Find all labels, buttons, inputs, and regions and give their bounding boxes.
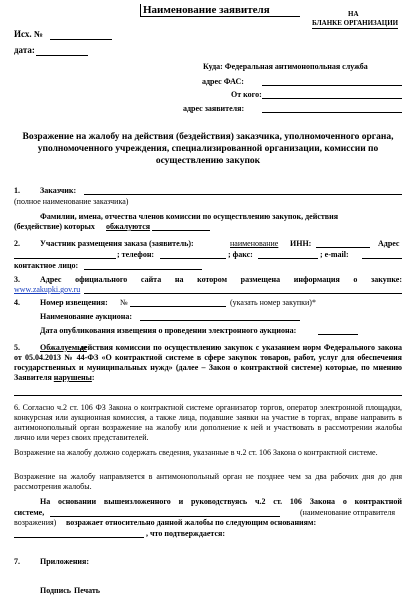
basis-c2: возражает относительно данной жалобы по следующим основаниям: — [66, 518, 317, 527]
applicant-address-label: адрес заявителя: — [183, 104, 245, 113]
s3-number: 3. — [14, 275, 20, 284]
customer-line[interactable] — [84, 194, 402, 195]
s1-number: 1. — [14, 186, 20, 195]
zakupki-link[interactable]: www.zakupki.gov.ru — [14, 285, 81, 294]
from-label: От кого: — [231, 90, 262, 99]
date-label: дата: — [14, 45, 35, 55]
phone-line[interactable] — [160, 258, 226, 259]
sender-line[interactable] — [50, 516, 280, 517]
out-no-label: Исх. № — [14, 29, 43, 39]
document-title: Возражение на жалобу на действия (бездействия) заказчика, уполномоченного органа, уполномоченного учреждения, специализированной организации, комиссии по осуществлению закупок — [22, 132, 394, 166]
basis-c1: возражения) — [14, 518, 57, 527]
blank-note-1: НА — [348, 10, 359, 18]
s3-text: Адрес официального сайта на котором размещена информация о закупке: — [40, 275, 402, 284]
s2-label: Участник размещения заказа (заявитель): — [40, 239, 194, 248]
recipient-to: Куда: Федеральная антимонопольная служба — [203, 62, 368, 71]
out-no-line[interactable] — [50, 39, 112, 40]
s2-name: наименование — [230, 239, 279, 248]
auction-line[interactable] — [140, 320, 300, 321]
fas-address-line[interactable] — [262, 85, 402, 86]
basis-b1: системе, — [14, 508, 45, 517]
s5-line[interactable] — [14, 395, 402, 396]
s5-number: 5. — [14, 343, 20, 352]
address-line[interactable] — [14, 258, 116, 259]
p3-text: Возражение на жалобу направляется в антимонопольный орган не позднее чем за два рабочих дня до дня рассмотрения жалобы. — [14, 472, 402, 491]
stamp-label: Печать — [74, 586, 101, 595]
fax-line[interactable] — [258, 258, 318, 259]
applicant-name-line — [140, 16, 300, 17]
s4-hint: (указать номер закупки)* — [230, 298, 316, 307]
applicant-name: Наименование заявителя — [140, 4, 270, 17]
site-line[interactable] — [84, 293, 402, 294]
s2-fax: ; факс: — [228, 250, 253, 259]
s4-label: Номер извещения: — [40, 298, 108, 307]
s2-phone: ; телефон: — [117, 250, 155, 259]
s4-date: Дата опубликования извещения о проведении электронного аукциона: — [40, 326, 297, 335]
s1-note: (полное наименование заказчика) — [14, 197, 129, 206]
blank-note-2: БЛАНКЕ ОРГАНИЗАЦИИ — [312, 19, 399, 27]
email-line[interactable] — [362, 258, 402, 259]
members-line[interactable] — [152, 230, 210, 231]
s4-number: 4. — [14, 298, 20, 307]
s1-members-b: (бездействие) которых — [14, 222, 95, 231]
date-line[interactable] — [36, 55, 88, 56]
s6-text: 6. Согласно ч.2 ст. 106 ФЗ Закона о контрактной системе организатор торгов, оператор электронной площадки, конкурсная или аукционная комиссия, а также лица, подавшие заявки на участие в торгах, вправе направить в антимонопольный орган возражение на жалобу или дополнение к ней и участвовать в рассмотрении жалобы лично или через своих представителей. — [14, 403, 402, 442]
fas-address-label: адрес ФАС: — [202, 77, 244, 86]
s2-inn: ИНН: — [290, 239, 312, 248]
from-line[interactable] — [262, 98, 402, 99]
s1-label: Заказчик: — [40, 186, 77, 195]
s1-members-a: Фамилии, имена, отчества членов комиссии по осуществлению закупок, действия — [40, 212, 339, 221]
s7-number: 7. — [14, 557, 20, 566]
s2-address: Адрес — [378, 239, 400, 248]
s1-members-c: обжалуются — [106, 222, 151, 231]
s2-number: 2. — [14, 239, 20, 248]
applicant-address-line[interactable] — [262, 112, 402, 113]
notice-number-line[interactable] — [130, 306, 226, 307]
s7-label: Приложения: — [40, 557, 90, 566]
basis-b2: (наименование отправителя — [300, 508, 396, 517]
s5-text: действия комиссии по осуществлению закупок с указанием норм Федерального закона от 05.04.2013 № 44-ФЗ «О контрактной системе в сфере закупок товаров, работ, услуг для обеспечения государственных и муниципальных нужд» (далее – Закон о контрактной системе) которые, по мнению Заявителя нарушены: — [14, 343, 402, 382]
basis-line[interactable] — [14, 537, 144, 538]
p2-text: Возражение на жалобу должно содержать сведения, указанные в ч.2 ст. 106 Закона о контрактной системе. — [14, 448, 378, 457]
basis-a: На основании вышеизложенного и руководствуясь ч.2 ст. 106 Закона о контрактной — [40, 497, 402, 506]
s4-auction: Наименование аукциона: — [40, 312, 133, 321]
s5-appealed: Обжалуемые — [40, 343, 87, 352]
s2-email: ; e-mail: — [320, 250, 349, 259]
signature-label: Подпись — [40, 586, 72, 595]
inn-line[interactable] — [316, 247, 370, 248]
s2-contact: контактное лицо: — [14, 261, 79, 270]
basis-d: , что подтверждается: — [146, 529, 225, 538]
s4-no: № — [120, 298, 128, 307]
contact-line[interactable] — [84, 269, 202, 270]
date-published-line[interactable] — [318, 334, 358, 335]
